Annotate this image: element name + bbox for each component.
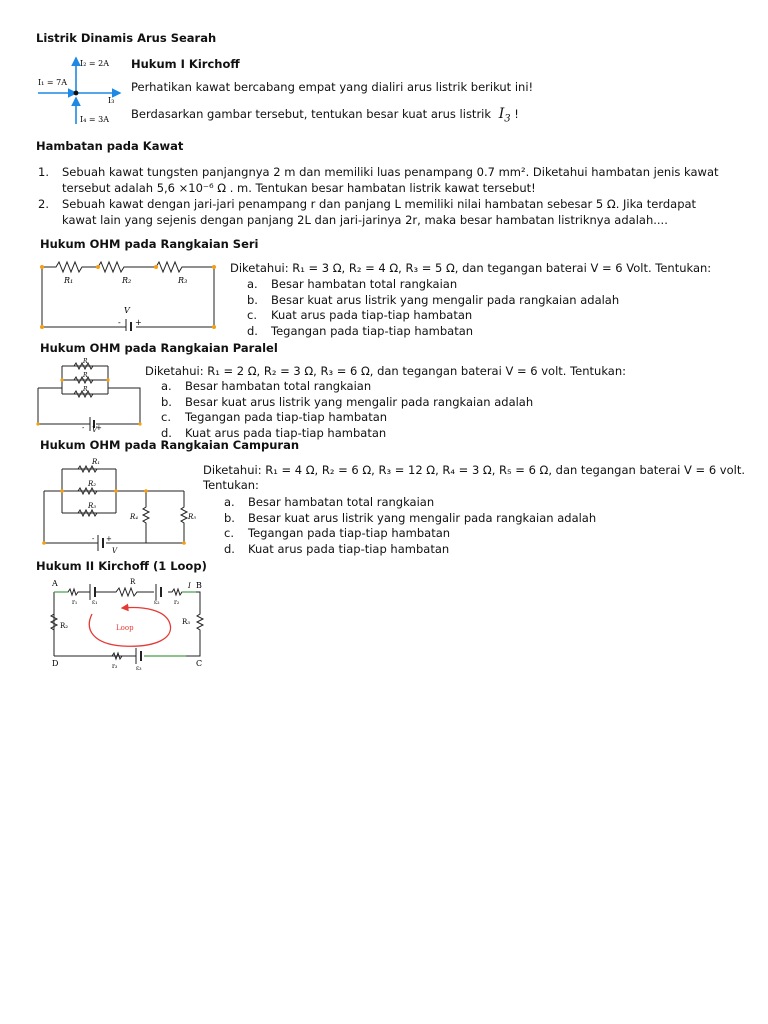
label-r2: R₂ [88,480,97,488]
kirchoff-loop-figure [46,576,216,672]
question-item [224,511,596,527]
kirchoff2-heading: Hukum II Kirchoff (1 Loop) [36,559,207,573]
paralel-questions [161,379,533,441]
question-marker: a. [224,495,235,509]
label-e1: ε₁ [92,599,98,606]
item-number: 2. [38,197,49,211]
hambatan-item-1 [38,164,728,196]
question-item [224,495,596,511]
label-minus: - [82,424,85,432]
kirchoff1-question: Berdasarkan gambar tersebut, tentukan besar kuat arus listrik [131,107,492,121]
hambatan-heading: Hambatan pada Kawat [36,139,184,153]
item-text: Sebuah kawat tungsten panjangnya 2 m dan memiliki luas penampang 0.7 mm². Diketahui hambatan jenis kawat tersebut adalah 5,6 ×10⁻⁶ Ω . m. Tentukan besar hambatan listrik kawat tersebut! [62,165,719,195]
current-sub: 3 [504,113,511,125]
label-plus: + [135,318,142,327]
kirchoff1-text-2 [131,107,519,126]
label-v: V [112,547,118,555]
question-item [161,395,533,411]
node-b: B [196,581,202,590]
question-marker: d. [161,425,172,440]
question-item [224,526,596,542]
question-text: Tegangan pada tiap-tiap hambatan [248,526,451,541]
seri-questions [247,277,619,339]
label-i3: I₃ [108,96,115,105]
question-marker: d. [247,323,258,338]
label-v: V [124,306,130,315]
question-text: Tegangan pada tiap-tiap hambatan [185,410,388,425]
paralel-heading: Hukum OHM pada Rangkaian Paralel [40,341,278,355]
question-marker: c. [161,410,171,425]
question-text: Besar hambatan total rangkaian [185,379,372,393]
label-r4: R₄ [130,513,139,521]
label-i4: I₄ = 3A [80,115,110,124]
current-var: I [498,106,505,122]
question-item [247,293,619,309]
question-item [161,379,533,395]
question-item [247,308,619,324]
label-e2: ε₂ [154,599,160,606]
series-circuit-figure [38,255,218,331]
question-text: Besar kuat arus listrik yang mengalir pada rangkaian adalah [271,292,620,307]
item-number: 1. [38,165,49,179]
loop-label: Loop [116,624,134,632]
campuran-questions [224,495,596,557]
label-R2: R₂ [60,622,69,630]
question-item [247,324,619,340]
label-r5: R₅ [188,513,196,521]
label-r3: r₃ [112,663,118,670]
question-text: Kuat arus pada tiap-tiap hambatan [271,308,473,323]
svg-text:R: R [83,358,88,365]
label-plus: + [106,535,112,543]
question-text: Besar hambatan total rangkaian [248,495,435,509]
svg-text:R: R [83,372,88,379]
item-text: Sebuah kawat dengan jari-jari penampang r dan panjang L memiliki nilai hambatan sebesar 5 Ω. Jika terdapat kawat lain yang sejenis dengan panjang 2L dan jari-jarinya 2r, maka besar hambatan listriknya adalah.... [62,197,697,227]
hambatan-list [38,164,728,228]
label-i2: I₂ = 2A [80,59,110,68]
node-c: C [196,659,203,668]
label-r1: r₁ [72,599,78,606]
question-item [224,542,596,558]
question-item [161,410,533,426]
kirchoff1-text-1: Perhatikan kawat bercabang empat yang dialiri arus listrik berikut ini! [131,80,534,94]
page-title: Listrik Dinamis Arus Searah [36,31,217,45]
question-text: Tegangan pada tiap-tiap hambatan [271,323,474,338]
question-marker: a. [247,277,258,291]
question-marker: b. [224,510,235,525]
node-d: D [52,659,59,668]
question-text: Kuat arus pada tiap-tiap hambatan [248,541,450,556]
label-minus: - [118,318,121,327]
label-current: I [188,582,191,590]
label-e3: ε₃ [136,665,142,672]
label-r2-small: r₂ [174,599,180,606]
label-r: R [130,578,136,586]
kirchoff1-end: ! [514,107,519,121]
campuran-heading: Hukum OHM pada Rangkaian Campuran [40,438,300,452]
label-v: V [92,426,98,434]
campuran-tentukan: Tentukan: [203,478,259,492]
label-plus: + [96,424,102,432]
question-marker: a. [161,379,172,393]
svg-text:R: R [83,386,88,393]
question-marker: b. [161,394,172,409]
label-r1: R₁ [92,458,101,466]
question-text: Kuat arus pada tiap-tiap hambatan [185,425,387,440]
question-marker: c. [247,308,257,323]
question-item [247,277,619,293]
seri-given: Diketahui: R₁ = 3 Ω, R₂ = 4 Ω, R₃ = 5 Ω, dan tegangan baterai V = 6 Volt. Tentukan: [230,261,712,275]
label-R3: R₃ [182,618,191,626]
label-r3: R₃ [88,502,97,510]
label-r2: R₂ [122,276,132,285]
label-i1: I₁ = 7A [38,78,68,87]
label-r1: R₁ [64,276,74,285]
label-r3: R₃ [178,276,188,285]
hambatan-item-2 [38,196,728,228]
kirchoff1-heading: Hukum I Kirchoff [131,57,240,71]
campuran-given: Diketahui: R₁ = 4 Ω, R₂ = 6 Ω, R₃ = 12 Ω, R₄ = 3 Ω, R₅ = 6 Ω, dan tegangan baterai V = 6 volt. [203,463,745,477]
question-marker: b. [247,292,258,307]
question-text: Besar kuat arus listrik yang mengalir pada rangkaian adalah [185,394,534,409]
paralel-given: Diketahui: R₁ = 2 Ω, R₂ = 3 Ω, R₃ = 6 Ω, dan tegangan baterai V = 6 volt. Tentukan: [145,364,626,378]
node-a: A [52,579,58,588]
question-text: Besar hambatan total rangkaian [271,277,458,291]
label-minus: - [92,535,95,543]
question-text: Besar kuat arus listrik yang mengalir pada rangkaian adalah [248,510,597,525]
question-marker: d. [224,541,235,556]
question-marker: c. [224,526,234,541]
parallel-circuit-figure [36,358,146,434]
seri-heading: Hukum OHM pada Rangkaian Seri [40,237,259,251]
mixed-circuit-figure [36,455,196,555]
kirchoff-junction-figure [36,52,126,128]
